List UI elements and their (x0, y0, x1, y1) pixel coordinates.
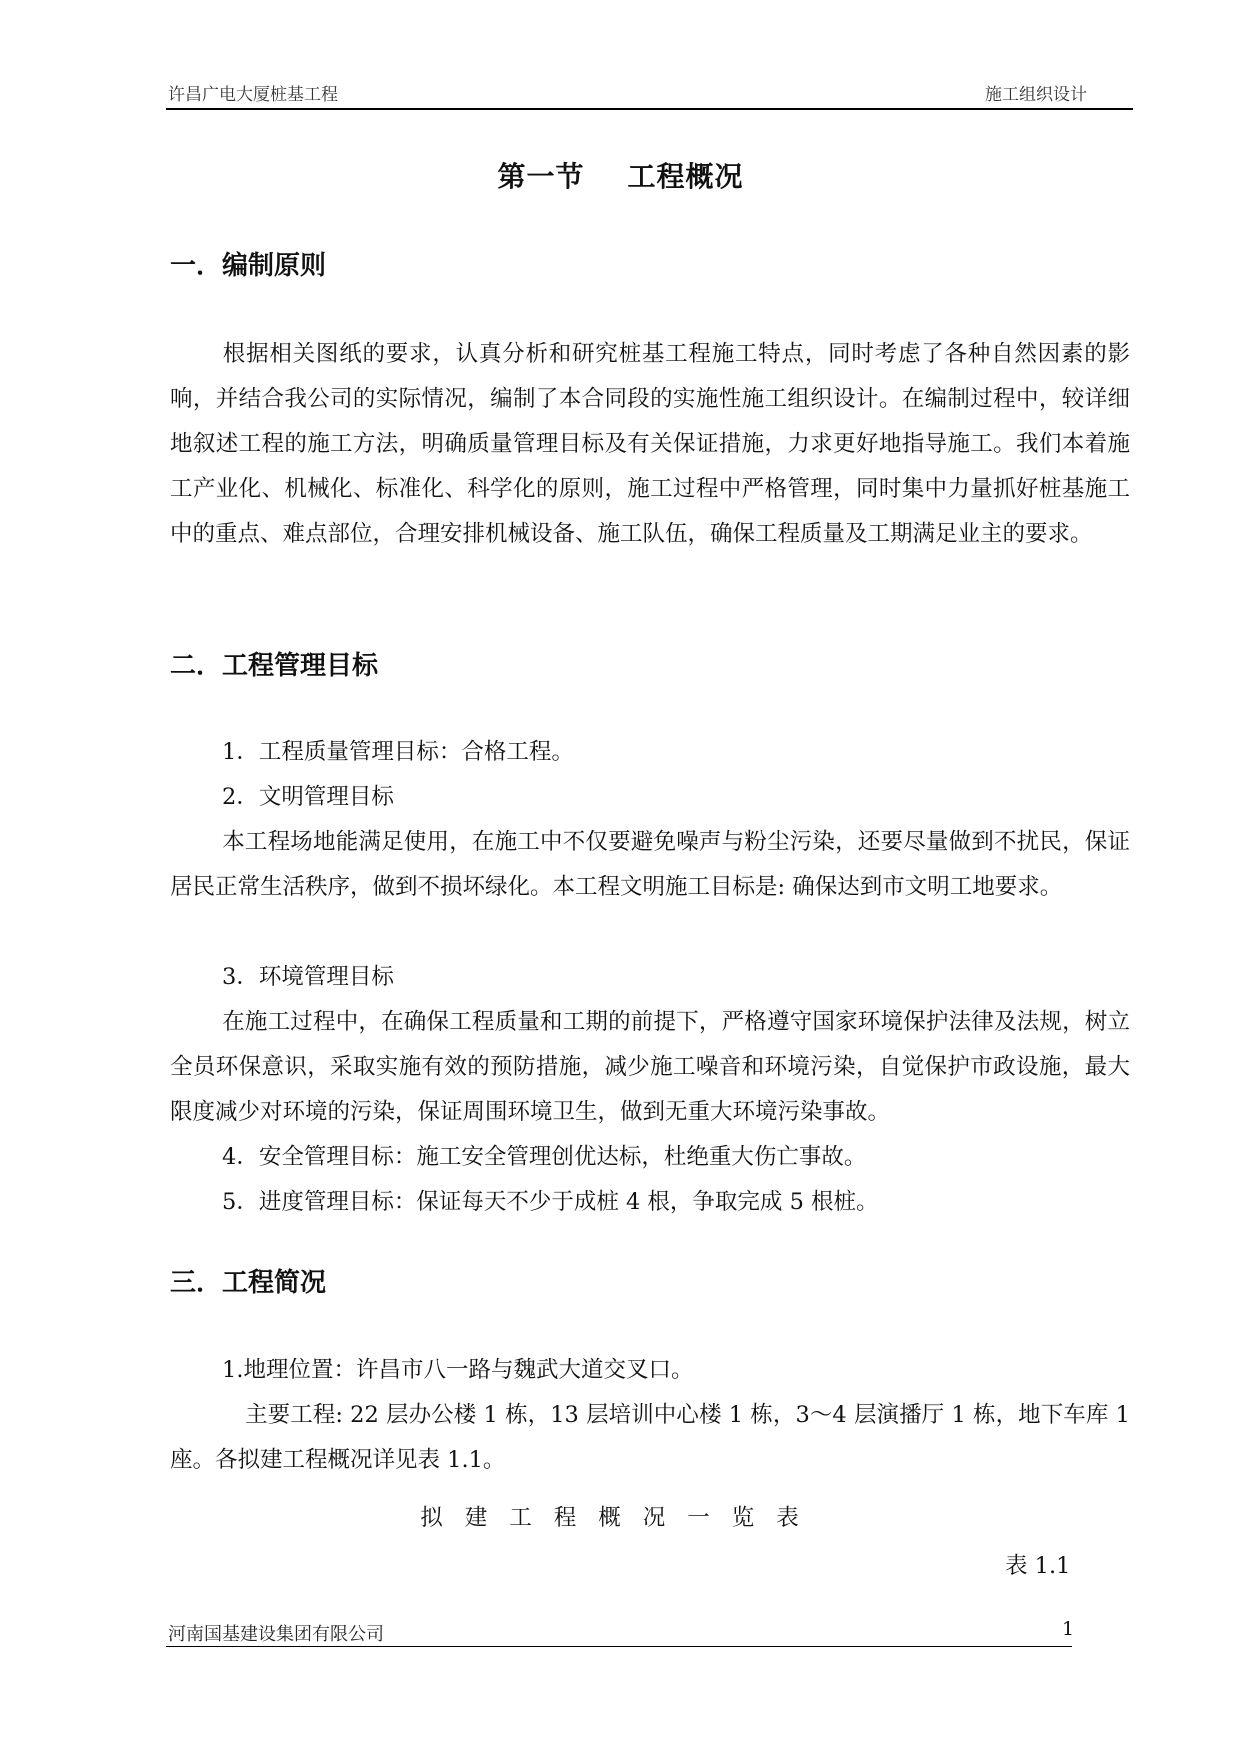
goal-safety: 4．安全管理目标：施工安全管理创优达标，杜绝重大伤亡事故。 (222, 1144, 867, 1170)
header-document-type: 施工组织设计 (985, 85, 1087, 105)
civilization-text: 本工程场地能满足使用，在施工中不仅要避免噪声与粉尘污染，还要尽量做到不扰民，保证居民正常生活秩序，做到不损坏绿化。本工程文明施工目标是: 确保达到市文明工地要求。 (170, 829, 1130, 900)
table-caption: 拟建工程概况一览表 (420, 1505, 821, 1531)
goal-civilization: 2．文明管理目标 (222, 784, 394, 810)
header-divider (166, 108, 1133, 110)
project-location: 1.地理位置：许昌市八一路与魏武大道交叉口。 (222, 1357, 694, 1383)
main-works-text: 主要工程: 22 层办公楼 1 栋，13 层培训中心楼 1 栋，3～4 层演播厅 1 栋，地下车库 1 座。各拟建工程概况详见表 1.1。 (170, 1402, 1130, 1473)
principles-paragraph (170, 332, 1130, 557)
section-heading-overview: 三．工程简况 (170, 1268, 327, 1298)
header-project-name: 许昌广电大厦桩基工程 (168, 85, 338, 105)
footer-company: 河南国基建设集团有限公司 (168, 1624, 384, 1645)
goal-quality: 1．工程质量管理目标：合格工程。 (222, 739, 574, 765)
page-number: 1 (1062, 1618, 1075, 1640)
environment-text: 在施工过程中，在确保工程质量和工期的前提下，严格遵守国家环境保护法律及法规，树立全员环保意识，采取实施有效的预防措施，减少施工噪音和环境污染，自觉保护市政设施，最大限度减少对环境的污染，保证周围环境卫生，做到无重大环境污染事故。 (170, 1009, 1130, 1125)
page-title: 第一节 工程概况 (497, 160, 744, 193)
goal-schedule: 5．进度管理目标：保证每天不少于成桩 4 根，争取完成 5 根桩。 (222, 1189, 879, 1215)
principles-text: 根据相关图纸的要求，认真分析和研究桩基工程施工特点，同时考虑了各种自然因素的影响，并结合我公司的实际情况，编制了本合同段的实施性施工组织设计。在编制过程中，较详细地叙述工程的施工方法，明确质量管理目标及有关保证措施，力求更好地指导施工。我们本着施工产业化、机械化、标准化、科学化的原则，施工过程中严格管理，同时集中力量抓好桩基施工中的重点、难点部位，合理安排机械设备、施工队伍，确保工程质量及工期满足业主的要求。 (170, 341, 1130, 547)
environment-paragraph (170, 1000, 1130, 1135)
section-heading-goals: 二．工程管理目标 (170, 651, 379, 681)
section-heading-principles: 一．编制原则 (170, 251, 327, 281)
footer-divider (166, 1646, 1072, 1647)
civilization-paragraph (170, 820, 1130, 910)
goal-environment: 3．环境管理目标 (222, 964, 394, 990)
table-number: 表 1.1 (1005, 1553, 1071, 1579)
main-works-paragraph (170, 1393, 1130, 1483)
